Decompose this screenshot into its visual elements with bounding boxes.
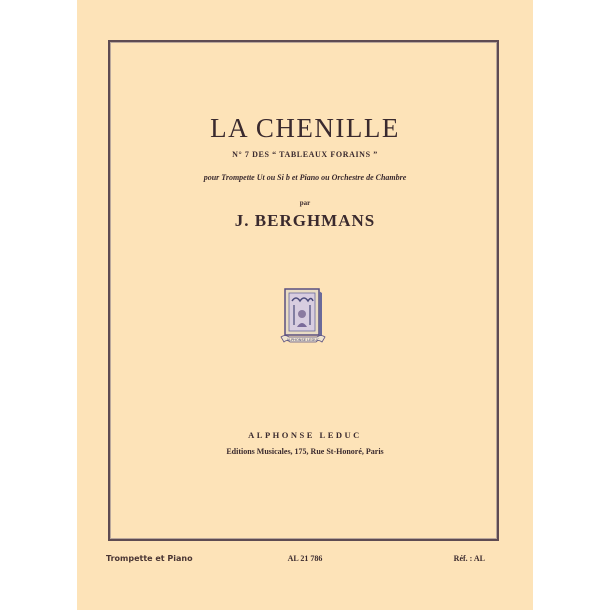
instrumentation: pour Trompette Ut ou Si b et Piano ou Orchestre de Chambre bbox=[203, 173, 407, 182]
edition-label: Trompette et Piano bbox=[106, 554, 193, 563]
by-label: par bbox=[299, 199, 311, 207]
piece-subtitle: N° 7 DES “ TABLEAUX FORAINS ” bbox=[232, 150, 378, 159]
emblem-banner-text: ALPHONSE LEDUC bbox=[286, 338, 320, 342]
composer-name: J. BERGHMANS bbox=[234, 211, 376, 230]
publisher-address: Editions Musicales, 175, Rue St-Honoré, Paris bbox=[226, 447, 384, 456]
publisher-name: ALPHONSE LEDUC bbox=[248, 430, 362, 440]
piece-title: LA CHENILLE bbox=[210, 113, 400, 143]
reference-label: Réf. : AL bbox=[453, 554, 485, 563]
sheet-music-cover bbox=[77, 0, 533, 610]
publisher-emblem-icon bbox=[280, 287, 326, 349]
catalog-number: AL 21 786 bbox=[287, 554, 323, 563]
